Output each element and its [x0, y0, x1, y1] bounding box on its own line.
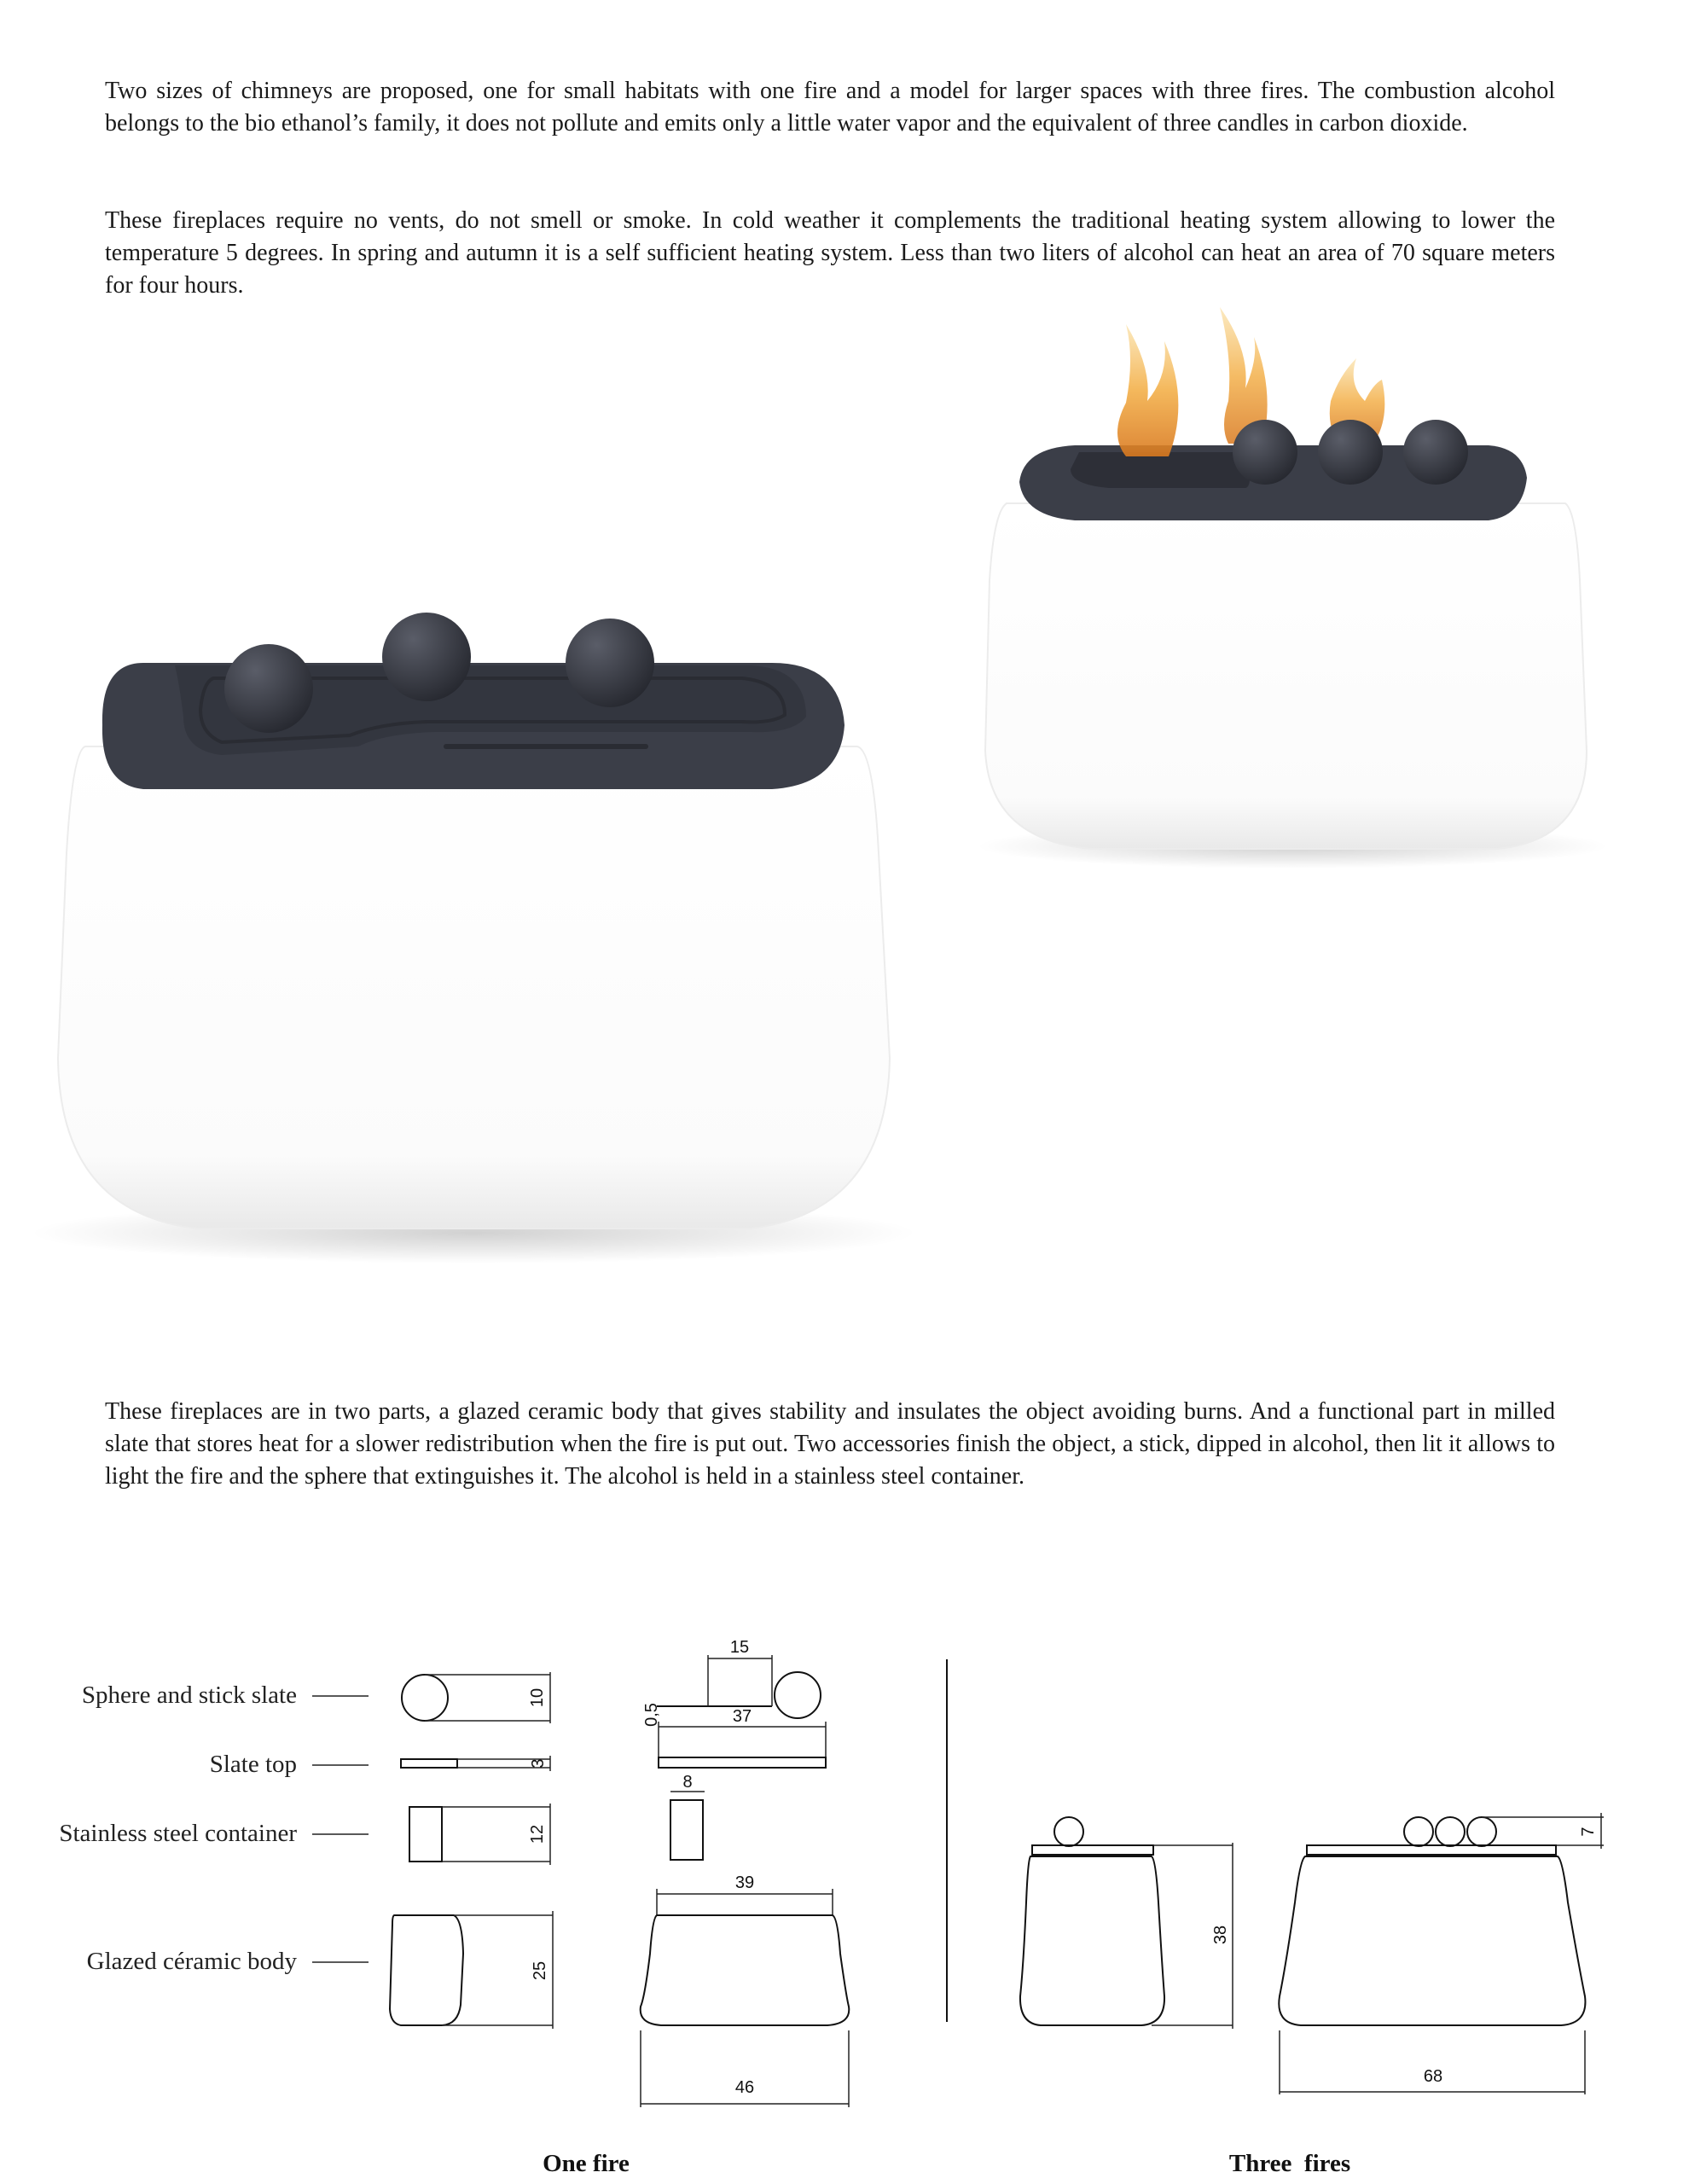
large-fireplace-image	[30, 613, 917, 1263]
parts-paragraph: These fireplaces are in two parts, a glazed ceramic body that gives stability and insulates the object avoiding burns. And a functional part in milled slate that stores heat for a slower redistribution when the fire is put out. Two accessories finish the object, a stick, dipped in alcohol, then lit it allows to light the fire and the sphere that extinguishes it. The alcohol is held in a stainless steel container.	[105, 1398, 1555, 1490]
front-view-body	[641, 1873, 850, 2107]
dim-body-h: 25	[531, 1960, 549, 1981]
side-view-body	[390, 1911, 553, 2029]
dim-gap: 0,5	[642, 1703, 661, 1727]
benefits-paragraph: These fireplaces require no vents, do not smell or smoke. In cold weather it complements the traditional heating system allowing to lower the temperature 5 degrees. In spring and autumn it is a self sufficient heating system. Less than two liters of alcohol can heat an area of 70 square meters for four hours.	[105, 207, 1555, 299]
dim-body-top-w: 39	[734, 1873, 755, 1892]
side-view-slate	[401, 1756, 550, 1771]
label-container: Stainless steel container	[59, 1820, 297, 1847]
side-view-container	[409, 1804, 550, 1865]
side-view-sphere	[402, 1672, 550, 1723]
dim-container-w: 8	[682, 1773, 693, 1792]
dim-small-total-h: 38	[1211, 1925, 1230, 1945]
assembled-large	[1279, 1813, 1604, 2094]
dim-large-w: 68	[1423, 2067, 1443, 2086]
label-body: Glazed céramic body	[86, 1948, 297, 1975]
dim-sphere-h: 10	[528, 1687, 547, 1708]
front-view-container	[670, 1773, 705, 1860]
technical-drawing	[0, 1604, 1689, 2184]
dim-top-w: 37	[732, 1707, 752, 1726]
dim-container-h: 12	[528, 1824, 547, 1844]
label-slate-top: Slate top	[209, 1751, 297, 1778]
dim-slate-h: 3	[529, 1758, 548, 1769]
front-view-stick	[642, 1638, 821, 1727]
caption-three-fires: Three fires	[1228, 2150, 1351, 2177]
dim-body-bottom-w: 46	[734, 2078, 755, 2097]
assembled-small	[1020, 1817, 1233, 2029]
small-fireplace-image	[977, 307, 1608, 868]
dim-stick-w: 15	[729, 1638, 750, 1657]
label-sphere: Sphere and stick slate	[81, 1682, 297, 1709]
intro-paragraph: Two sizes of chimneys are proposed, one for small habitats with one fire and a model for larger spaces with three fires. The combustion alcohol belongs to the bio ethanol’s family, it does not pollute and emits only a little water vapor and the equivalent of three candles in carbon dioxide.	[105, 78, 1555, 136]
caption-one-fire: One fire	[543, 2150, 630, 2177]
dim-sphere-h3: 7	[1579, 1827, 1598, 1837]
front-view-slate	[659, 1707, 826, 1768]
